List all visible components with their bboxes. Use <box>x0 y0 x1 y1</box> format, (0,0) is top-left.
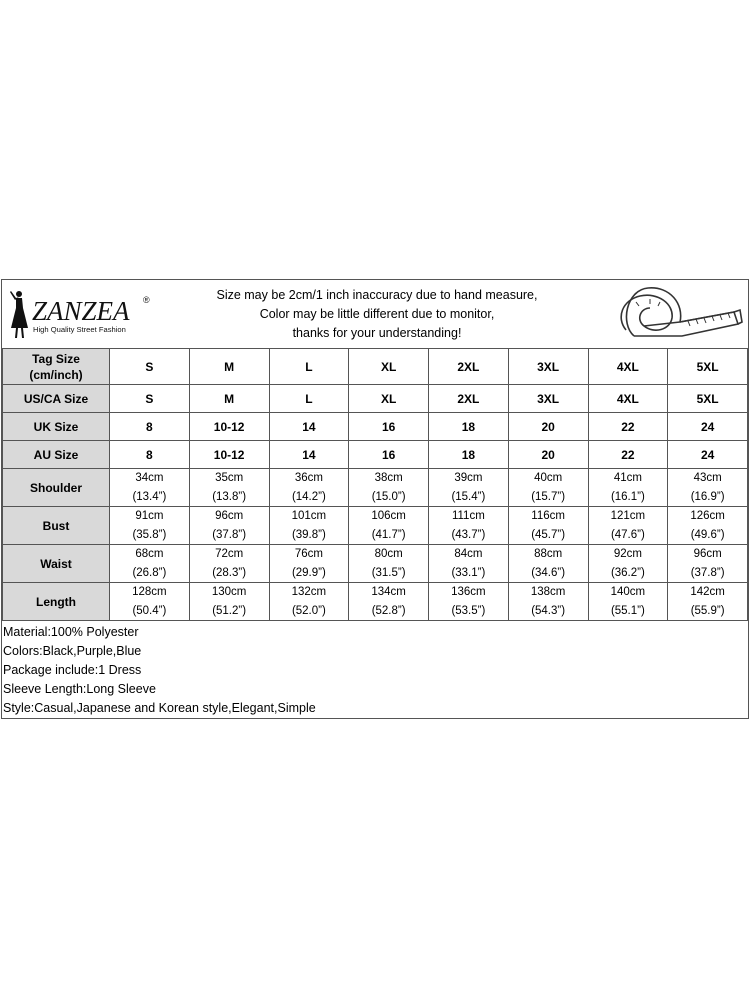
measuring-tape-icon <box>614 282 744 346</box>
measure-cell <box>508 545 588 583</box>
us-ca-size-cell: 2XL <box>429 385 509 413</box>
cm-value: 40cm <box>534 472 563 484</box>
measure-cell <box>668 507 748 545</box>
inch-value: (52.8”) <box>371 604 406 617</box>
detail-material: Material:100% Polyester <box>3 625 139 639</box>
us-ca-size-cell: S <box>110 385 190 413</box>
brand-name: ZANZEA <box>32 296 130 326</box>
measure-cell <box>588 469 668 507</box>
detail-package: Package include:1 Dress <box>3 663 142 677</box>
notice-line: Color may be little different due to monitor, <box>259 307 495 321</box>
uk-size-label: UK Size <box>3 413 110 441</box>
measure-cell <box>110 469 190 507</box>
inch-value: (31.5”) <box>371 566 406 579</box>
cm-value: 96cm <box>215 510 244 522</box>
measure-cell <box>269 507 349 545</box>
cm-value: 134cm <box>371 586 406 598</box>
cm-value: 91cm <box>135 510 164 522</box>
measure-cell <box>349 545 429 583</box>
au-size-cell: 10-12 <box>189 441 269 469</box>
cm-value: 140cm <box>610 586 646 598</box>
us-ca-size-cell: 4XL <box>588 385 668 413</box>
measure-cell <box>429 507 509 545</box>
measure-cell <box>668 469 748 507</box>
cm-value: 128cm <box>132 586 167 598</box>
size-table <box>2 348 748 621</box>
tag-size-cell: 4XL <box>588 349 668 385</box>
cm-value: 36cm <box>294 472 323 484</box>
cm-value: 96cm <box>693 548 722 560</box>
inch-value: (54.3”) <box>531 604 566 617</box>
au-size-cell: 16 <box>349 441 429 469</box>
measure-cell <box>349 583 429 621</box>
product-details <box>3 623 743 718</box>
tag-size-cell: 3XL <box>508 349 588 385</box>
us-ca-size-label: US/CA Size <box>3 385 110 413</box>
cm-value: 88cm <box>534 548 563 560</box>
measure-cell <box>588 583 668 621</box>
tag-size-label <box>3 349 110 385</box>
cm-value: 76cm <box>294 548 323 560</box>
chart-header <box>2 280 748 349</box>
cm-value: 111cm <box>451 510 485 522</box>
notice-line: thanks for your understanding! <box>292 326 462 340</box>
measure-cell <box>508 507 588 545</box>
inch-value: (28.3”) <box>212 566 247 579</box>
inch-value: (15.7”) <box>531 490 566 503</box>
brand-logo <box>6 288 156 343</box>
cm-value: 106cm <box>371 510 406 522</box>
measure-cell <box>508 583 588 621</box>
cm-value: 130cm <box>211 586 247 598</box>
measure-cell <box>110 507 190 545</box>
cm-value: 121cm <box>610 510 646 522</box>
cm-value: 101cm <box>291 510 327 522</box>
measure-cell <box>429 545 509 583</box>
us-ca-size-cell: M <box>189 385 269 413</box>
measure-label: Waist <box>3 545 110 583</box>
tag-size-cell: 5XL <box>668 349 748 385</box>
inch-value: (53.5”) <box>451 604 486 617</box>
us-ca-size-cell: XL <box>349 385 429 413</box>
uk-size-cell: 18 <box>429 413 509 441</box>
cm-value: 84cm <box>454 548 483 560</box>
measure-cell <box>508 469 588 507</box>
cm-value: 38cm <box>374 472 403 484</box>
inch-value: (47.6”) <box>610 528 645 541</box>
detail-style: Style:Casual,Japanese and Korean style,Elegant,Simple <box>3 701 316 715</box>
inch-value: (15.4”) <box>451 490 486 503</box>
us-ca-size-cell: 3XL <box>508 385 588 413</box>
measure-label: Bust <box>3 507 110 545</box>
detail-colors: Colors:Black,Purple,Blue <box>3 644 142 658</box>
measure-label: Shoulder <box>3 469 110 507</box>
au-size-cell: 14 <box>269 441 349 469</box>
measure-cell <box>269 545 349 583</box>
inch-value: (26.8”) <box>132 566 167 579</box>
inch-value: (29.9”) <box>291 566 326 579</box>
cm-value: 35cm <box>215 472 244 484</box>
table-row <box>3 469 748 507</box>
inch-value: (52.0”) <box>291 604 326 617</box>
measure-cell <box>110 583 190 621</box>
measure-cell <box>269 583 349 621</box>
us-ca-size-cell: L <box>269 385 349 413</box>
inch-value: (36.2”) <box>610 566 645 579</box>
measure-cell <box>429 583 509 621</box>
measure-cell <box>189 469 269 507</box>
inch-value: (16.1”) <box>610 490 645 503</box>
cm-value: 68cm <box>135 548 164 560</box>
measure-cell <box>588 507 668 545</box>
cm-value: 116cm <box>531 510 565 522</box>
inch-value: (55.1”) <box>610 604 645 617</box>
uk-size-cell: 14 <box>269 413 349 441</box>
au-size-label: AU Size <box>3 441 110 469</box>
tag-size-cell: L <box>269 349 349 385</box>
measure-cell <box>588 545 668 583</box>
cm-value: 41cm <box>613 472 642 484</box>
measure-cell <box>668 583 748 621</box>
table-row <box>3 545 748 583</box>
inch-value: (14.2”) <box>291 490 326 503</box>
au-size-cell: 22 <box>588 441 668 469</box>
cm-value: 138cm <box>530 586 566 598</box>
table-row <box>3 583 748 621</box>
cm-value: 43cm <box>693 472 722 484</box>
measure-cell <box>349 469 429 507</box>
us-ca-size-cell: 5XL <box>668 385 748 413</box>
tag-size-cell: 2XL <box>429 349 509 385</box>
inch-value: (39.8”) <box>291 528 326 541</box>
au-size-cell: 18 <box>429 441 509 469</box>
measure-cell <box>429 469 509 507</box>
detail-sleeve: Sleeve Length:Long Sleeve <box>3 682 156 696</box>
inch-value: (37.8”) <box>212 528 247 541</box>
inch-value: (37.8”) <box>690 566 725 579</box>
inch-value: (15.0”) <box>371 490 406 503</box>
uk-size-cell: 22 <box>588 413 668 441</box>
tag-size-label-line: Tag Size <box>32 351 80 366</box>
uk-size-cell: 8 <box>110 413 190 441</box>
inch-value: (49.6”) <box>690 528 725 541</box>
uk-size-cell: 24 <box>668 413 748 441</box>
inch-value: (34.6”) <box>531 566 566 579</box>
measure-cell <box>189 583 269 621</box>
inch-value: (45.7”) <box>531 528 566 541</box>
cm-value: 136cm <box>451 586 486 598</box>
measure-label: Length <box>3 583 110 621</box>
inch-value: (51.2”) <box>212 604 247 617</box>
inch-value: (35.8”) <box>132 528 167 541</box>
au-size-cell: 24 <box>668 441 748 469</box>
inch-value: (16.9”) <box>690 490 725 503</box>
table-row <box>3 385 748 413</box>
inch-value: (50.4”) <box>132 604 167 617</box>
cm-value: 80cm <box>374 548 403 560</box>
inch-value: (41.7”) <box>371 528 406 541</box>
table-row <box>3 413 748 441</box>
inch-value: (13.8”) <box>212 490 247 503</box>
cm-value: 34cm <box>135 472 164 484</box>
au-size-cell: 8 <box>110 441 190 469</box>
cm-value: 92cm <box>613 548 642 560</box>
size-chart <box>1 279 749 719</box>
uk-size-cell: 20 <box>508 413 588 441</box>
inch-value: (33.1”) <box>451 566 486 579</box>
cm-value: 72cm <box>215 548 244 560</box>
tag-size-label-line: (cm/inch) <box>29 367 83 382</box>
measure-cell <box>110 545 190 583</box>
table-row <box>3 441 748 469</box>
notice-line: Size may be 2cm/1 inch inaccuracy due to hand measure, <box>216 288 538 302</box>
tag-size-cell: S <box>110 349 190 385</box>
measure-cell <box>189 545 269 583</box>
cm-value: 132cm <box>291 586 327 598</box>
uk-size-cell: 16 <box>349 413 429 441</box>
table-row <box>3 507 748 545</box>
inch-value: (43.7”) <box>451 528 486 541</box>
tag-size-cell: XL <box>349 349 429 385</box>
cm-value: 126cm <box>690 510 725 522</box>
registered-mark: ® <box>143 295 150 305</box>
measure-cell <box>189 507 269 545</box>
au-size-cell: 20 <box>508 441 588 469</box>
tag-size-cell: M <box>189 349 269 385</box>
measure-cell <box>349 507 429 545</box>
measure-cell <box>269 469 349 507</box>
cm-value: 142cm <box>690 586 725 598</box>
inch-value: (13.4”) <box>132 490 167 503</box>
cm-value: 39cm <box>454 472 483 484</box>
measurement-notice <box>172 286 582 343</box>
brand-tagline: High Quality Street Fashion <box>33 325 126 334</box>
inch-value: (55.9”) <box>690 604 725 617</box>
measure-cell <box>668 545 748 583</box>
uk-size-cell: 10-12 <box>189 413 269 441</box>
table-row <box>3 349 748 385</box>
